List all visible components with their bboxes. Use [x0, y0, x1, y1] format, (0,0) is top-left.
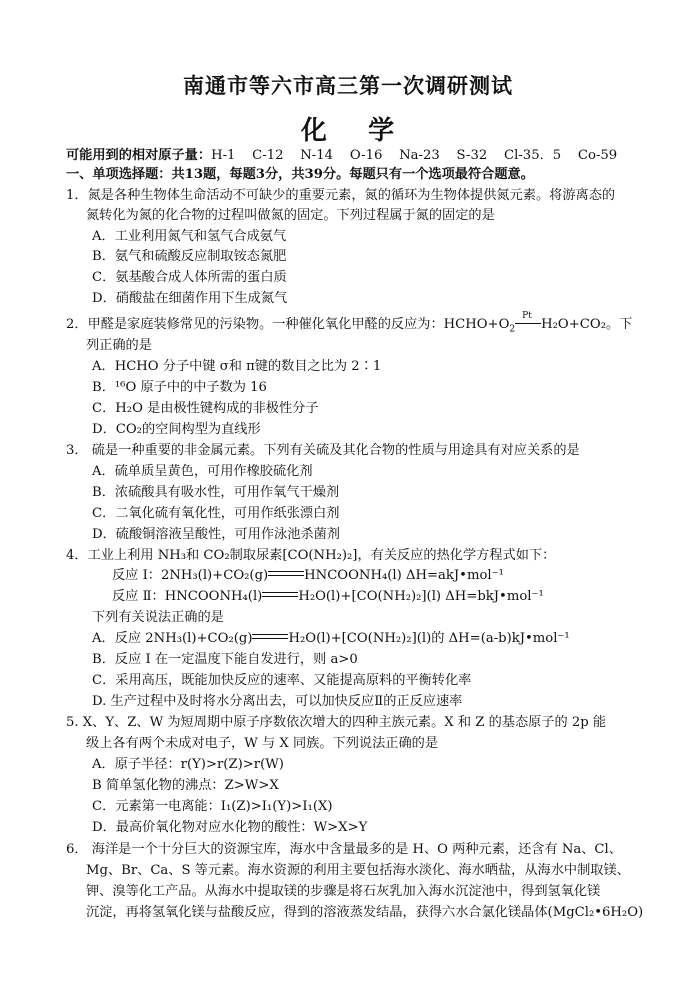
q4-reaction-1 — [112, 566, 504, 585]
q5-option-d: D．最高价氧化物对应水化物的酸性：W>X>Y — [92, 820, 368, 835]
reaction-2-products: H₂O(l)+[CO(NH₂)₂](l) ΔH=bkJ•mol⁻¹ — [298, 589, 544, 604]
q5-option-c: C．元素第一电离能：I₁(Z)>I₁(Y)>I₁(X) — [92, 799, 333, 814]
q1-option-a: A．工业利用氮气和氢气合成氨气 — [92, 229, 287, 244]
q3-option-a: A．硫单质呈黄色，可用作橡胶硫化剂 — [92, 464, 313, 479]
q4-option-a-products: H₂O(l)+[CO(NH₂)₂](l)的 ΔH=(a-b)kJ•mol⁻¹ — [288, 631, 570, 646]
atomic-mass-values: H-1 C-12 N-14 O-16 Na-23 S-32 Cl-35．5 Co-59 — [211, 148, 618, 163]
q6-line4: 沉淀，再将氢氧化镁与盐酸反应，得到的溶液蒸发结晶，获得六水合氯化镁晶体(MgCl₂•6H₂O) — [86, 905, 644, 920]
q5-stem-line1: 5. X、Y、Z、W 为短周期中原子序数依次增大的四种主族元素。X 和 Z 的基态原子的 2p 能 — [66, 715, 607, 730]
q1-stem-line1: 1．氮是各种生物体生命活动不可缺少的重要元素，氮的循环为生物体提供氮元素。将游离态的 — [66, 188, 616, 203]
q4-stem: 4．工业上利用 NH₃和 CO₂制取尿素[CO(NH₂)₂]，有关反应的热化学方程式如下： — [66, 548, 556, 563]
q2-option-a: A．HCHO 分子中键 σ和 π键的数目之比为 2∶1 — [92, 359, 382, 374]
q2-option-c: C．H₂O 是由极性键构成的非极性分子 — [92, 401, 319, 416]
catalyst-label: Pt — [522, 311, 532, 321]
q4-option-a-reactants: A．反应 2NH₃(l)+CO₂(g) — [92, 631, 253, 646]
q2-stem-text: 2．甲醛是家庭装修常见的污染物。一种催化氧化甲醛的反应为：HCHO+O — [66, 317, 510, 332]
q1-option-d: D．硝酸盐在细菌作用下生成氮气 — [92, 291, 288, 306]
exam-title: 南通市等六市高三第一次调研测试 — [183, 73, 513, 98]
q3-option-c: C．二氧化硫有氧化性，可用作纸张漂白剂 — [92, 506, 340, 521]
q6-line2: Mg、Br、Ca、S 等元素。海水资源的利用主要包括海水淡化、海水晒盐，从海水中制取镁、 — [86, 863, 630, 878]
section-heading: 一、单项选择题：共13题，每题3分，共39分。每题只有一个选项最符合题意。 — [66, 167, 534, 182]
q3-option-b: B．浓硫酸具有吸水性，可用作氧气干燥剂 — [92, 485, 340, 500]
reaction-1-products: HNCOONH₄(l) ΔH=akJ•mol⁻¹ — [304, 568, 504, 583]
q4-option-b: B．反应 Ⅰ 在一定温度下能自发进行，则 a>0 — [92, 652, 358, 667]
q4-option-d: D. 生产过程中及时将水分离出去，可以加快反应Ⅱ的正反应速率 — [92, 694, 463, 709]
reaction-2-reactants: 反应 Ⅱ：HNCOONH₄(l) — [112, 589, 263, 604]
q6-line3: 钾、溴等化工产品。从海水中提取镁的步骤是将石灰乳加入海水沉淀池中，得到氢氧化镁 — [86, 884, 601, 899]
q2-stem-products: H₂O+CO₂。下 — [541, 317, 633, 332]
equilibrium-arrow-icon — [268, 570, 304, 578]
q4-option-a — [92, 629, 570, 648]
subject-title: 化 学 — [300, 116, 396, 146]
q1-option-b: B．氨气和硫酸反应制取铵态氮肥 — [92, 249, 287, 264]
q5-option-b: B 简单氢化物的沸点：Z>W>X — [92, 778, 279, 793]
q2-option-b: B．¹⁶O 原子中的中子数为 16 — [92, 380, 267, 395]
q2-stem-line2: 列正确的是 — [86, 338, 152, 353]
q3-stem: 3． 硫是一种重要的非金属元素。下列有关硫及其化合物的性质与用途具有对应关系的是 — [66, 443, 580, 458]
q1-stem-line2: 氮转化为氮的化合物的过程叫做氮的固定。下列过程属于氮的固定的是 — [86, 208, 495, 223]
q4-stem-2: 下列有关说法正确的是 — [92, 610, 224, 625]
q6-line1: 6． 海洋是一个十分巨大的资源宝库，海水中含量最多的是 H、O 两种元素，还含有 Na、Cl、 — [66, 842, 622, 857]
q2-stem-line1: 2．甲醛是家庭装修常见的污染物。一种催化氧化甲醛的反应为：$HCHO+O_2$ Pt H₂O+CO₂。下 — [66, 315, 632, 334]
q4-reaction-2 — [112, 587, 544, 606]
equilibrium-arrow-icon — [252, 633, 288, 641]
reaction-1-reactants: 反应 Ⅰ：2NH₃(l)+CO₂(g) — [112, 568, 269, 583]
q5-option-a: A．原子半径：r(Y)>r(Z)>r(W) — [92, 757, 284, 772]
q4-option-c: C．采用高压，既能加快反应的速率、又能提高原料的平衡转化率 — [92, 673, 472, 688]
equilibrium-arrow-icon — [262, 591, 298, 599]
q2-option-d: D．CO₂的空间构型为直线形 — [92, 422, 261, 437]
atomic-mass-line — [66, 146, 617, 165]
atomic-mass-label: 可能用到的相对原子量： — [66, 148, 212, 163]
q5-stem-line2: 级上各有两个未成对电子，W 与 X 同族。下列说法正确的是 — [86, 736, 439, 751]
q3-option-d: D．硫酸铜溶液呈酸性，可用作泳池杀菌剂 — [92, 527, 340, 542]
q1-option-c: C．氨基酸合成人体所需的蛋白质 — [92, 270, 287, 285]
catalyst-arrow — [515, 311, 541, 329]
